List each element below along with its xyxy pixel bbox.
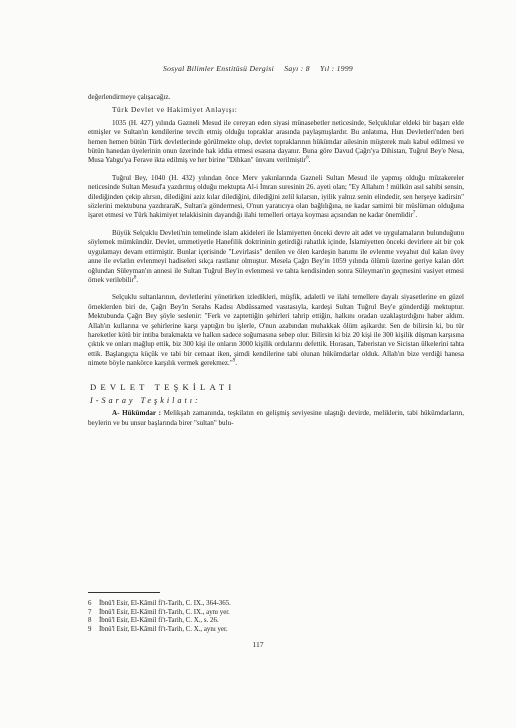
paragraph-text: 1035 (H. 427) yılında Gazneli Mesud ile cereyan eden siyasi münasebetler neticesinde, Selçuklular eldeki bir başarı elde etmişler ve Sultan'ın kendilerine tevcih etmiş olduğu topraklar arasında paylaşmışlardır. Bu anlatıma, Hun Devletleri'nden beri hemen hemen bütün Türk devletlerinde görülmekte olup, devlet topraklarının hükümdar ailesinin müşterek malı kabul edilmesi ve bütün hanedan üyelerinin onun üzerinde hak iddia etmesi esasına dayanır. Buna göre Davud Çağrı'ya Dihistan, Tuğrul Bey'e Nesa, Musa Yabgu'ya Ferave ikta edilmiş ve her birine "Dihkan" ünvanı verilmiştir <box>88 118 464 165</box>
paragraph-text: Selçuklu sultanlarının, devletlerini yönetirken izledikleri, müşfik, adaletli ve ilahi temellere dayalı siyasetlerine en güzel örneklerden biri de, Çağrı Bey'in Serahs Kadısı Abdüssamed vasıtasıyla, kardeşi Sultan Tuğrul Bey'e gönderdiği mektuptur. Mektubunda Çağrı Bey şöyle seslenir: "Ferk ve zaptettiğin şehirleri tahrip ettiğin, halkını oradan uzaklaştırdığını haber aldım. Allah'ın kullarına ve şehirlerine karşı yaptığın bu işlerle, O'nun azabından muhakkak ölüm aşikardır. Sen de bilirsin ki, bu tür hareketler kötü bir intiba bırakmakta ve halkın sadece soğumasına sebep olur. Bilirsin ki biz 20 kişi ile 300 kişilik düşman karşısına çıktık ve onları mağlup ettik, biz 300 kişi ile onların 3000 kişilik ordularını defettik. Horasan, Taberistan ve Sicistan ülkelerini tahta ettik. Başlangıçta küçük ve tabi bir cemaat iken, şimdi kendilerine tabi olunan hükümdarlar olduk. Allah'ın bize verdiği hanesa nimete böyle nankörce karşılık vermek gerekmez." <box>88 293 464 368</box>
paragraph: Selçuklu sultanlarının, devletlerini yönetirken izledikleri, müşfik, adaletli ve ilahi temellere dayalı siyasetlerine en güzel örneklerden biri de, Çağrı Bey'in Serahs Kadısı Abdüssamed vasıtasıyla, kardeşi Sultan Tuğrul Bey'e gönderdiği mektuptur. Mektubunda Çağrı Bey şöyle seslenir: "Ferk ve zaptettiğin şehirleri tahrip ettiğin, halkını oradan uzaklaştırdığını haber aldım. Allah'ın kullarına ve şehirlerine karşı yaptığın bu işlerle, O'nun azabından muhakkak ölüm aşikardır. Sen de bilirsin ki, bu tür hareketler kötü bir intiba bırakmakta ve halkın sadece soğumasına sebep olur. Bilirsin ki biz 20 kişi ile 300 kişilik düşman karşısına çıktık ve onları mağlup ettik, biz 300 kişi ile onların 3000 kişilik ordularını defettik. Horasan, Taberistan ve Sicistan ülkelerini tahta ettik. Başlangıçta küçük ve tabi bir cemaat iken, şimdi kendilerine tabi olunan hükümdarlar olduk. Allah'ın bize verdiği hanesa nimete böyle nankörce karşılık vermek gerekmez."$^9$. <box>88 293 464 368</box>
subheading: Türk Devlet ve Hakimiyet Anlayışı: <box>112 105 238 115</box>
section-title: DEVLET TEŞKİLATI <box>90 381 236 392</box>
paragraph-text: Melikşah zamanında, teşkilatın en gelişmiş seviyesine ulaştığı devirde, meliklerin, tabi hükümdarların, beylerin ve bu unsur başlarında birer "sultan" bulu- <box>88 409 465 427</box>
footnote-number: 9 <box>88 625 92 633</box>
footnote-ref[interactable]: 8 <box>133 275 137 281</box>
journal-year: Yıl : 1999 <box>320 64 354 73</box>
section-subtitle: I-Saray Teşkilatı: <box>90 395 201 405</box>
footnote-item <box>88 626 464 635</box>
footnote-number: 7 <box>88 608 92 616</box>
footnote-item <box>88 609 464 618</box>
footnote-divider <box>88 592 160 593</box>
footnote-number: 8 <box>88 617 92 625</box>
footnote-ref[interactable]: 6 <box>306 156 309 162</box>
paragraph-label: A- Hükümdar : <box>112 409 161 418</box>
paragraph <box>88 409 464 428</box>
intro-fragment: değerlendirmeye çalışacağız. <box>88 93 171 101</box>
footnote-ref[interactable]: 9 <box>232 358 236 364</box>
footnote-item <box>88 600 464 609</box>
footnote-text: İbnü'l Esir, El-Kâmil fi't-Tarih, C. X., aynı yer. <box>99 625 228 633</box>
footnote-text: İbnü'l Esir, El-Kâmil fi't-Tarih, C. IX., 364-365. <box>99 600 231 607</box>
issue-number: Sayı : 8 <box>284 64 310 73</box>
footnotes <box>88 600 464 634</box>
paragraph-text: Tuğrul Bey, 1040 (H. 432) yılından önce Merv yakınlarında Gazneli Sultan Mesud ile yapmış olduğu müzakereler neticesinde Sultan Mesud'a yazdırmış olduğu mektupta Al-i İmran suresinin 26. ayeti olan; "Ey Allahım ! mülkün asıl sahibi sensin, dilediğinden çekip alırsın, dilediğini aziz kılar dilediğini, dilediğini zelil kılarsın, iyilik yalnız senin elindedir, sen herşeye kadirsin" sözlerini mektubuna yazdıraraK, Sultan'a göndermesi, O'nun yaratıcıya olan bağlılığına, ne kadar samimi bir müslüman olduğuna işaret etmesi ve Türk hakimiyet telakkisinin dayandığı ilahi temelleri ortaya koyması açısından ne kadar önemlidir <box>88 173 464 220</box>
footnote-text: İbnü'l Esir, El-Kâmil fi't-Tarih, C. IX., aynı yer. <box>99 608 230 616</box>
footnote-number: 6 <box>88 600 92 607</box>
paragraph: Tuğrul Bey, 1040 (H. 432) yılından önce Merv yakınlarında Gazneli Sultan Mesud ile yapmış olduğu müzakereler neticesinde Sultan Mesud'a yazdırmış olduğu mektupta Al-i İmran suresinin 26. ayeti olan; "Ey Allahım ! mülkün asıl sahibi sensin, dilediğinden çekip alırsın, dilediğini aziz kılar dilediğini, dilediğini zelil kılarsın, iyilik yalnız senin elindedir, sen herşeye kadirsin" sözlerini mektubuna yazdıraraK, Sultan'a göndermesi, O'nun yaratıcıya olan bağlılığına, ne kadar samimi bir müslüman olduğuna işaret etmesi ve Türk hakimiyet telakkisinin dayandığı ilahi temelleri ortaya koyması açısından ne kadar önemlidir$^7$. <box>88 173 464 220</box>
paragraph: Büyük Selçuklu Devleti'nin temelinde islam akideleri ile İslamiyetten önceki devre ait adet ve uygulamaların bulunduğunu söylemek mümkündür. Devlet, ummetiyetle Hanefilik doktrininin getirdiği rahatlık içinde, İslamiyetten önceki devirlere ait bir çok uygulamayı devam ettirmiştir. Bunlar içerisinde "Levirlasis" denilen ve ölen kardeşin hanımı ile evlenme veyahut dul kalan üvey anne ile evlatlın evlenmeyi hadiseleri sıkça rastlanır olmuştur. Mesela Çağrı Bey'in 1059 yılında ölümü üzerine geriye kalan dört oğlundan Süleyman'ın annesi ile Sultan Tuğrul Bey'in evlenmesi ve tahta kendisinden sonra Süleyman'ın geçmesini vasiyet etmesi örnek verilebilir$^8$. <box>88 228 464 284</box>
footnote-text: İbnü'l Esir, El-Kâmil fi't-Tarih, C. X., s. 26. <box>99 617 219 625</box>
paragraph-text: Büyük Selçuklu Devleti'nin temelinde islam akideleri ile İslamiyetten önceki devre ait adet ve uygulamaların bulunduğunu söylemek mümkündür. Devlet, ummetiyetle Hanefilik doktrininin getirdiği rahatlık içinde, İslamiyetten önceki devirlere ait bir çok uygulamayı devam ettirmiştir. Bunlar içerisinde "Levirlasis" denilen ve ölen kardeşin hanımı ile evlenme veyahut dul kalan üvey anne ile evlatlın evlenmeyi hadiseleri sıkça rastlanır olmuştur. Mesela Çağrı Bey'in 1059 yılında ölümü üzerine geriye kalan dört oğlundan Süleyman'ın annesi ile Sultan Tuğrul Bey'in evlenmesi ve tahta kendisinden sonra Süleyman'ın geçmesini vasiyet etmesi örnek verilebilir <box>88 228 464 284</box>
journal-name: Sosyal Bilimler Enstitüsü Dergisi <box>162 64 275 73</box>
article-body <box>88 93 464 436</box>
footnote-item <box>88 617 464 626</box>
running-header <box>0 64 516 73</box>
page-number: 117 <box>252 640 264 649</box>
footnote-ref[interactable]: 7 <box>412 211 416 217</box>
paragraph: 1035 (H. 427) yılında Gazneli Mesud ile cereyan eden siyasi münasebetler neticesinde, Selçuklular eldeki bir başarı elde etmişler ve Sultan'ın kendilerine tevcih etmiş olduğu topraklar arasında paylaşmışlardır. Bu anlatıma, Hun Devletleri'nden beri hemen hemen bütün Türk devletlerinde görülmekte olup, devlet topraklarının hükümdar ailesinin müşterek malı kabul edilmesi ve bütün hanedan üyelerinin onun üzerinde hak iddia etmesi esasına dayanır. Buna göre Davud Çağrı'ya Dihistan, Tuğrul Bey'e Nesa, Musa Yabgu'ya Ferave ikta edilmiş ve her birine "Dihkan" ünvanı verilmiştir$^6$. <box>88 118 464 165</box>
